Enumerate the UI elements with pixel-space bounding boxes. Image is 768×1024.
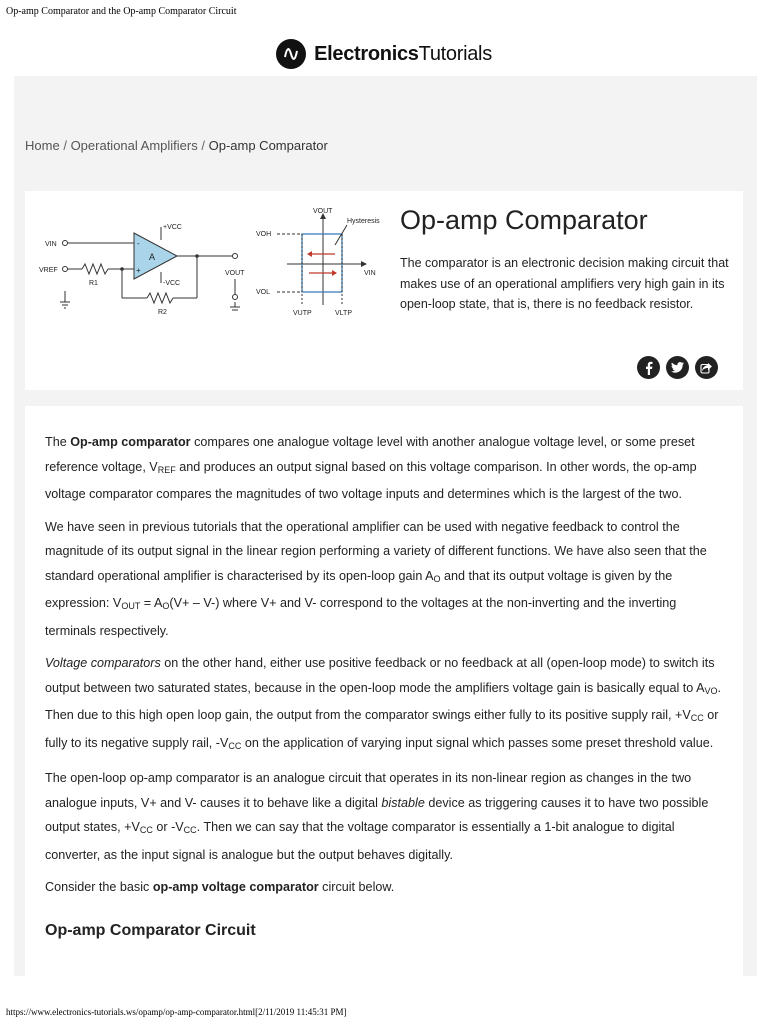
label-plot-vout: VOUT xyxy=(313,208,333,215)
label-plot-vol: VOL xyxy=(256,289,271,296)
paragraph-1: The Op-amp comparator compares one analogue voltage level with another analogue voltage level, or some preset reference voltage, $V_{REF}$ and produces an output signal based on this voltage comparison. In other words, the op-amp voltage comparator compares the magnitudes of two voltage inputs and determines which is the largest of the two. xyxy=(45,435,697,501)
print-footer-url: https://www.electronics-tutorials.ws/opamp/op-amp-comparator.html[2/11/2019 11:45:31 PM] xyxy=(6,1007,347,1017)
label-r1: R1 xyxy=(89,280,98,287)
op-amp-circuit xyxy=(39,224,245,316)
label-plot-voh: VOH xyxy=(256,231,272,238)
label-amp: A xyxy=(149,252,156,262)
label-vin: VIN xyxy=(45,241,57,248)
hysteresis-plot xyxy=(256,208,380,317)
breadcrumb-separator: / xyxy=(63,138,67,153)
page-title: Op-amp Comparator xyxy=(400,205,648,235)
site-header xyxy=(0,34,768,74)
breadcrumb-section-link[interactable]: Operational Amplifiers xyxy=(70,138,198,153)
label-vutp: VUTP xyxy=(293,310,312,317)
breadcrumb-home-link[interactable]: Home xyxy=(25,138,60,153)
sine-wave-logo-icon[interactable] xyxy=(276,39,306,69)
label-vref: VREF xyxy=(39,267,58,274)
label-plot-vin: VIN xyxy=(364,270,376,277)
print-header: Op-amp Comparator and the Op-amp Comparator Circuit xyxy=(6,6,237,17)
breadcrumb-separator: / xyxy=(201,138,205,153)
hero-description: The comparator is an electronic decision making circuit that makes use of an operational amplifiers very high gain in its open-loop state, that is, there is no feedback resistor. xyxy=(400,256,729,311)
paragraph-5: Consider the basic op-amp voltage comparator circuit below. xyxy=(45,880,395,894)
label-vout: VOUT xyxy=(225,270,245,277)
label-vcc-positive: +VCC xyxy=(163,224,182,231)
share-icon[interactable] xyxy=(695,356,718,379)
share-buttons xyxy=(637,356,718,379)
label-r2: R2 xyxy=(158,309,167,316)
label-hysteresis: Hysteresis xyxy=(347,218,380,225)
comparator-diagram xyxy=(37,205,397,325)
label-vltp: VLTP xyxy=(335,310,352,317)
site-logo[interactable]: ElectronicsTutorials xyxy=(314,42,492,65)
svg-text:+: + xyxy=(136,266,141,275)
label-vcc-negative: -VCC xyxy=(163,280,181,287)
section-heading: Op-amp Comparator Circuit xyxy=(45,921,256,939)
breadcrumb xyxy=(25,138,328,153)
paragraph-3: Voltage comparators on the other hand, either use positive feedback or no feedback at all (open-loop mode) to switch its output between two saturated states, because in the open-loop mode the amplifiers voltage gain is basically equal to $A_{VO}$. Then due to this high open loop gain, the output from the comparator swings either fully to its positive supply rail, $+V_{CC}$ or fully to its negative supply rail, $-V_{CC}$ on the application of varying input signal which passes some preset threshold value. xyxy=(45,656,722,751)
paragraph-4: The open-loop op-amp comparator is an analogue circuit that operates in its non-linear region as changes in the two analogue inputs, V+ and V- causes it to behave like a digital bistable device as triggering causes it to have two possible output states, $+V_{CC}$ or $-V_{CC}$. Then we can say that the voltage comparator is essentially a 1-bit analogue to digital converter, as the input signal is analogue but the output behaves digitally. xyxy=(45,771,709,862)
article-body xyxy=(25,406,743,976)
hero-card xyxy=(25,191,743,390)
svg-text:-: - xyxy=(137,239,140,248)
breadcrumb-current: Op-amp Comparator xyxy=(208,138,328,153)
facebook-icon[interactable] xyxy=(637,356,660,379)
paragraph-2: We have seen in previous tutorials that the operational amplifier can be used with negative feedback to control the magnitude of its output signal in the linear region performing a variety of different functions. We have also seen that the standard operational amplifier is characterised by its open-loop gain $A_O$ and that its output voltage is given by the expression: $V_{OUT} = A_O(V+ - V-)$ where V+ and V- correspond to the voltages at the non-inverting and the inverting terminals respectively. xyxy=(45,519,707,638)
twitter-icon[interactable] xyxy=(666,356,689,379)
